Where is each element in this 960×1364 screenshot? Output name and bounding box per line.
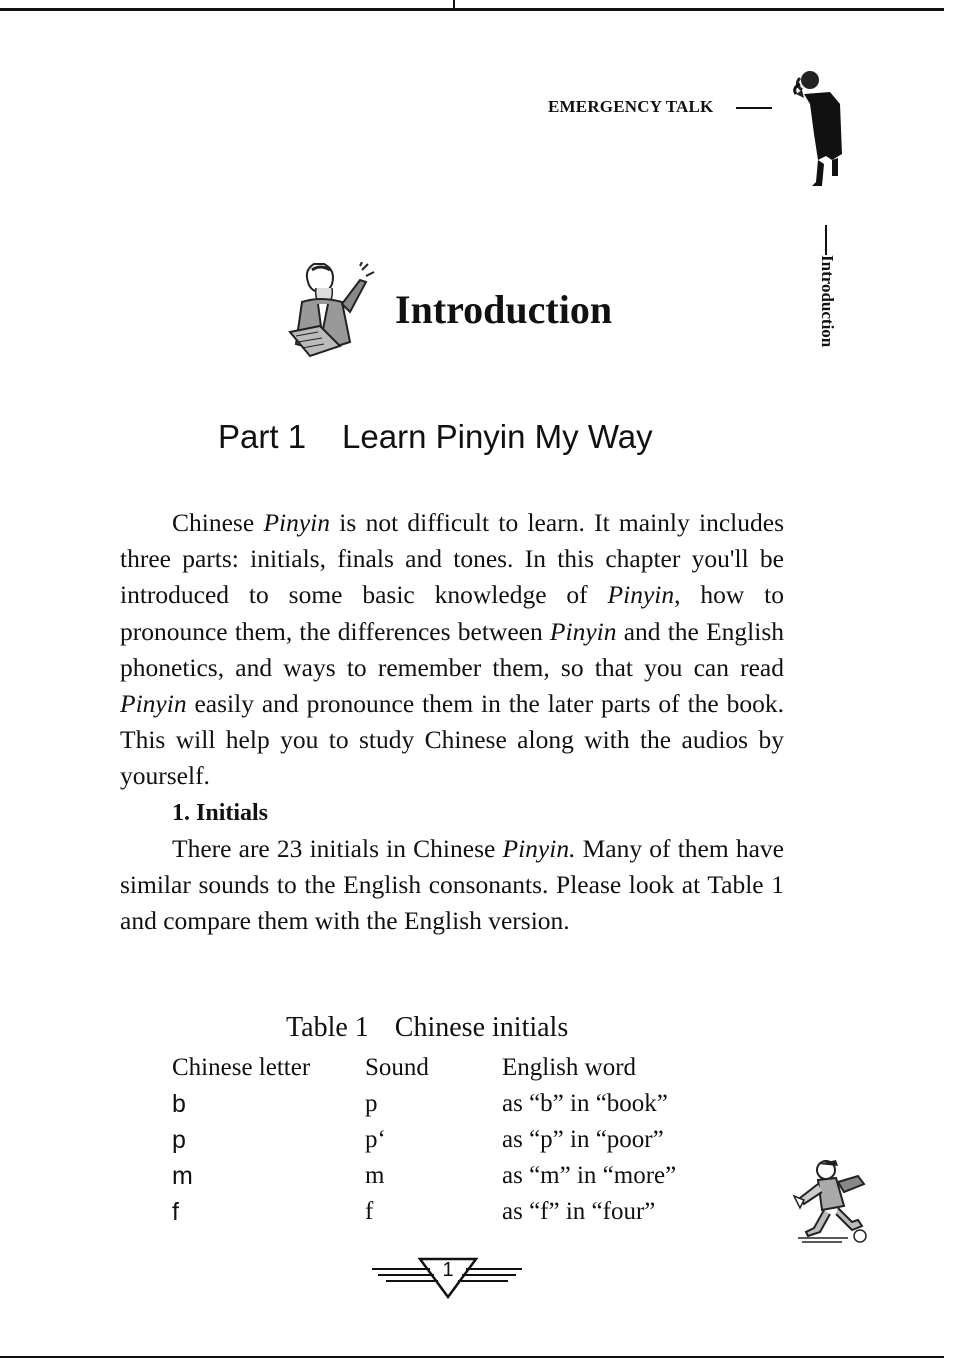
intro-paragraph (120, 505, 784, 795)
page-number-ornament (372, 1255, 524, 1303)
table-number: Table 1 (286, 1012, 369, 1043)
table-title: Chinese initials (394, 1012, 569, 1043)
side-tab-label: Introduction (818, 255, 837, 348)
professor-illustration (288, 262, 384, 360)
page-number: 1 (442, 1259, 454, 1281)
table-cell: m (172, 1161, 193, 1190)
initials-table (172, 1050, 762, 1230)
side-section-tab (812, 225, 842, 360)
table-cell: m (365, 1162, 385, 1189)
text-run: , how to pronounce them, the differences between (120, 580, 784, 646)
side-tab-bar (825, 225, 827, 255)
table-cell: p (172, 1125, 186, 1154)
running-header-dash (736, 107, 772, 109)
table-row (172, 1158, 762, 1194)
table-row (172, 1086, 762, 1122)
initials-paragraph (120, 831, 784, 940)
text-run: Chinese (172, 508, 264, 537)
table-cell: as “b” in “book” (502, 1090, 668, 1117)
text-run: is not difficult to learn. It mainly includes three parts: initials, finals and tones. In this chapter you'll be introduced to some basic knowledge of (120, 508, 785, 610)
table-cell: f (365, 1198, 374, 1225)
chapter-title: Introduction (395, 287, 613, 332)
text-run: and the English phonetics, and ways to remember them, so that you can read (120, 616, 784, 682)
part-number: Part 1 (218, 418, 307, 455)
text-run: There are 23 initials in Chinese (172, 833, 503, 863)
bottom-rule (0, 1356, 944, 1358)
column-header: English word (502, 1054, 637, 1081)
text-run: easily and pronounce them in the later parts of the book. This will help you to study Chinese along with the audios by yourself. (120, 689, 784, 791)
table-cell: as “p” in “poor” (502, 1126, 664, 1153)
pinyin-term: Pinyin (607, 580, 675, 610)
text-run: Many of them have similar sounds to the English consonants. Please look at Table 1 and compare them with the English version. (120, 833, 784, 936)
running-header: EMERGENCY TALK (548, 97, 714, 116)
table-row (172, 1122, 762, 1158)
top-rule (0, 8, 944, 11)
pinyin-term: Pinyin (549, 616, 617, 646)
table-row (172, 1194, 762, 1230)
column-header: Chinese letter (172, 1054, 311, 1081)
pinyin-term: Pinyin (263, 508, 331, 537)
section-heading-initials: 1. Initials (172, 799, 269, 826)
table-cell: as “m” in “more” (502, 1162, 677, 1189)
running-man-illustration (790, 1156, 872, 1248)
table-cell: p (365, 1090, 378, 1117)
pinyin-term: Pinyin (120, 689, 187, 719)
man-on-phone-illustration (782, 64, 852, 192)
table-header-row (172, 1050, 762, 1086)
top-rule-tick (453, 0, 455, 10)
part-heading (218, 418, 653, 456)
table-caption (286, 1012, 568, 1044)
table-cell: b (172, 1089, 186, 1118)
table-cell: f (172, 1197, 179, 1226)
part-title: Learn Pinyin My Way (342, 418, 653, 455)
column-header: Sound (365, 1054, 429, 1081)
table-cell: p‘ (365, 1126, 386, 1153)
body-text (120, 505, 784, 939)
pinyin-term: Pinyin. (502, 833, 576, 863)
table-cell: as “f” in “four” (502, 1198, 656, 1225)
